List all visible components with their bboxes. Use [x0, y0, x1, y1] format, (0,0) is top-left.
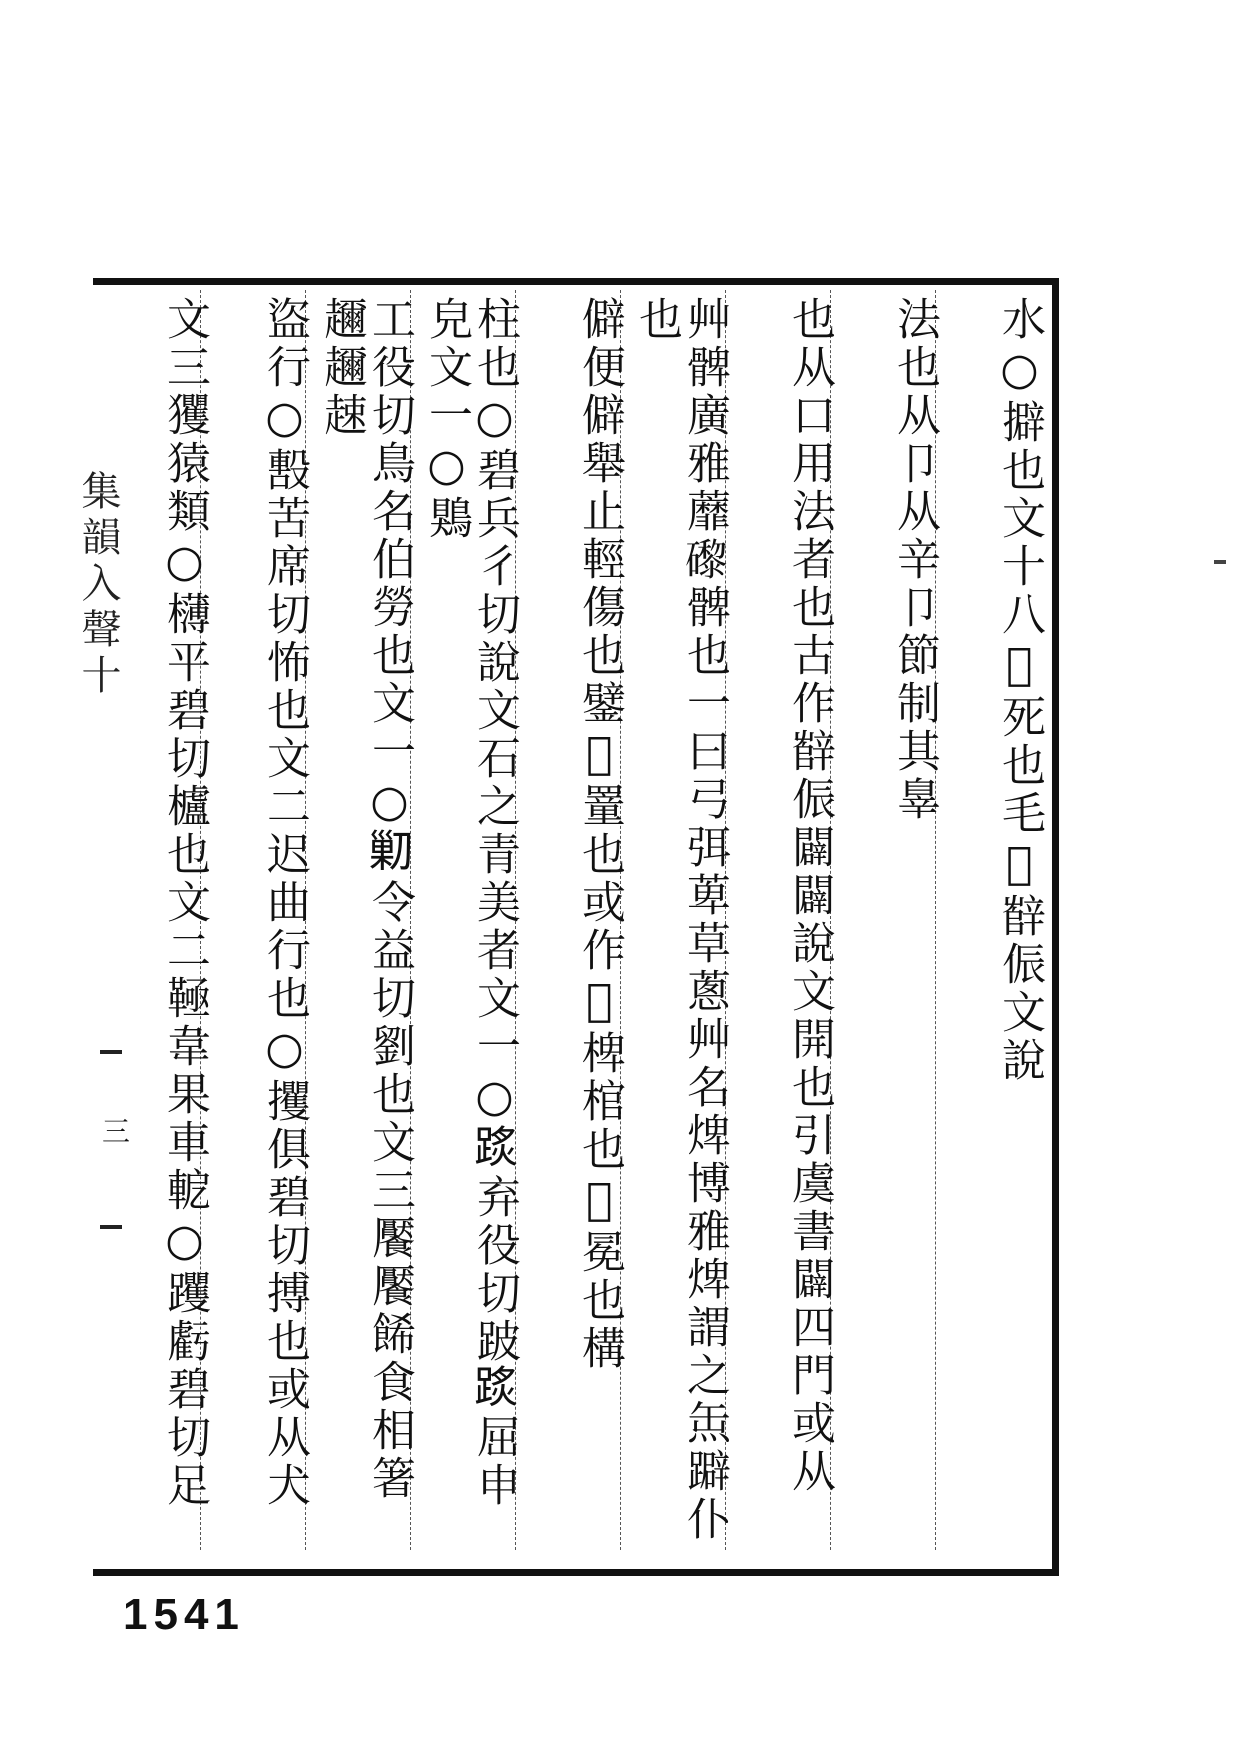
text-column-8: 盜行○毄苦席切怖也文二迟曲行也○攫俱碧切搏也或从犬 — [200, 290, 308, 1550]
section-mark: 三 — [102, 1115, 131, 1148]
text-column-4: 艸髀廣雅蘼𥗍髀也一曰弓弭萆草蔥艸名焷博雅焷謂之缹躃仆也 — [620, 290, 728, 1550]
text-column-3: 也从口用法者也古作辥侲闢闢說文開也引虞書闢四門或从 — [725, 290, 833, 1550]
text-column-6: 柱也○碧兵彳切說文石之青美者文一○𨂂弃役切跛𨂂屈申皃文一○鶪 — [410, 290, 518, 1550]
text-column-1: 水○擗也文十八𨊦死也毛𤔁辥侲文說 — [935, 290, 1043, 1550]
fold-mark-bottom — [100, 1225, 122, 1229]
text-column-5: 僻便僻舉止輕傷也鐾𩍣罿也或作𩍣椑棺也𨜮冕也構 — [515, 290, 623, 1550]
text-column-7: 工役切鳥名伯勞也文一○𠞰令益切劉也文三饜饜餙食相箸趰趰趚 — [305, 290, 413, 1550]
book-title-margin-note: 集韻入聲十 — [75, 470, 121, 700]
fold-mark-top — [100, 1050, 122, 1054]
page-number: 1541 — [123, 1590, 245, 1639]
edge-mark — [1214, 560, 1226, 564]
text-column-2: 法也从卩从辛卩節制其辠 — [830, 290, 938, 1550]
text-column-9: 文三玃猿類○欂平碧切櫨也文二䩯韋果車軶○躩虧碧切足 — [159, 296, 210, 1510]
